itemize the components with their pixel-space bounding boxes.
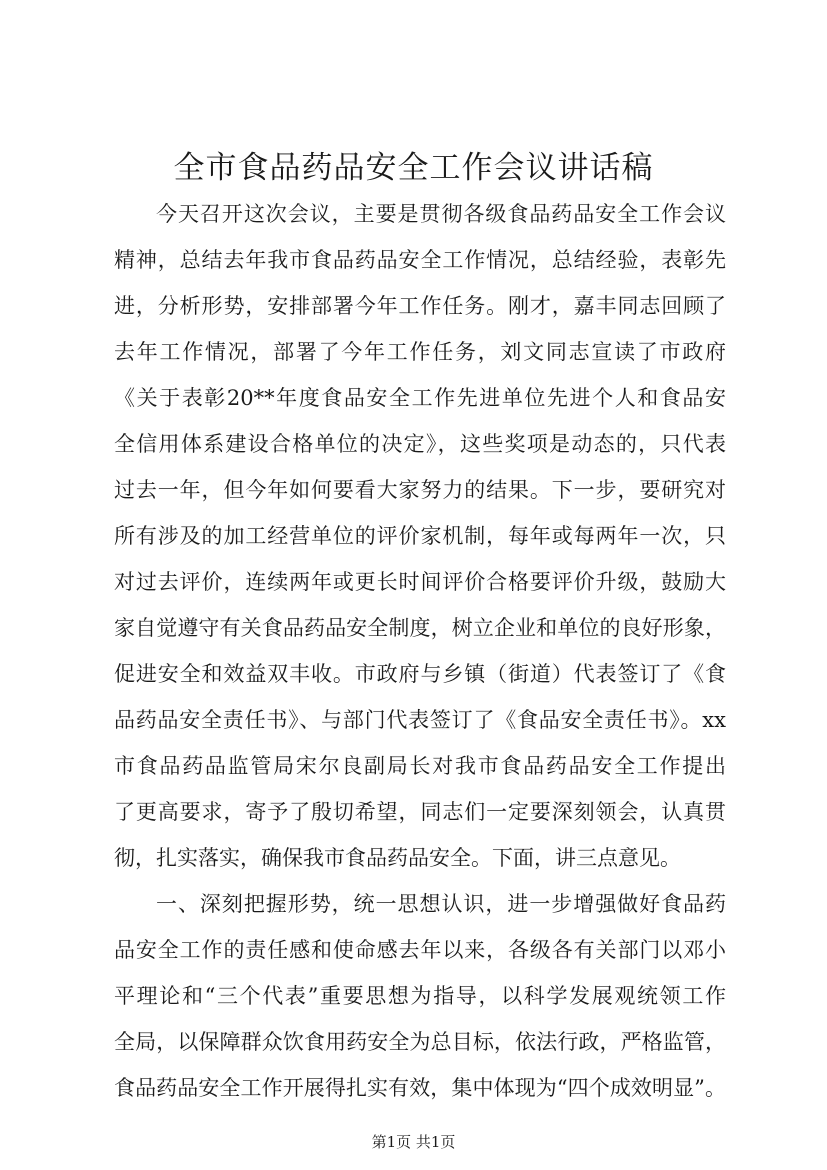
text-line: 食品药品安全工作开展得扎实有效，集中体现为“四个成效明显”。	[114, 1076, 726, 1100]
text-line: 去年工作情况，部署了今年工作任务，刘文同志宣读了市政府	[114, 340, 726, 364]
text-line: 对过去评价，连续两年或更长时间评价合格要评价升级，鼓励大	[114, 570, 726, 594]
text-line: 促进安全和效益双丰收。市政府与乡镇（街道）代表签订了《食	[114, 662, 726, 686]
text-line: 全局，以保障群众饮食用药安全为总目标，依法行政，严格监管，	[114, 1030, 726, 1054]
text-line: 一、深刻把握形势，统一思想认识，进一步增强做好食品药	[156, 892, 726, 916]
text-line: 全信用体系建设合格单位的决定》，这些奖项是动态的，只代表	[114, 432, 726, 456]
text-line: 品药品安全责任书》、与部门代表签订了《食品安全责任书》。xx	[114, 708, 726, 732]
text-line: 所有涉及的加工经营单位的评价家机制，每年或每两年一次，只	[114, 524, 726, 548]
page-footer: 第1页 共1页	[371, 1133, 456, 1151]
text-line: 进，分析形势，安排部署今年工作任务。刚才，嘉丰同志回顾了	[114, 294, 726, 318]
text-line: 市食品药品监管局宋尔良副局长对我市食品药品安全工作提出	[114, 754, 726, 778]
text-line: 彻，扎实落实，确保我市食品药品安全。下面，讲三点意见。	[114, 846, 681, 870]
text-line: 精神，总结去年我市食品药品安全工作情况，总结经验，表彰先	[114, 248, 726, 272]
text-line: 了更高要求，寄予了殷切希望，同志们一定要深刻领会，认真贯	[114, 800, 726, 824]
text-line: 过去一年，但今年如何要看大家努力的结果。下一步，要研究对	[114, 478, 726, 502]
text-line: 平理论和“三个代表”重要思想为指导，以科学发展观统领工作	[114, 984, 726, 1008]
page-title: 全市食品药品安全工作会议讲话稿	[173, 150, 654, 186]
text-line: 《关于表彰20**年度食品安全工作先进单位先进个人和食品安	[114, 386, 726, 410]
text-line: 今天召开这次会议，主要是贯彻各级食品药品安全工作会议	[156, 202, 726, 226]
text-line: 家自觉遵守有关食品药品安全制度，树立企业和单位的良好形象，	[114, 616, 726, 640]
text-line: 品安全工作的责任感和使命感去年以来，各级各有关部门以邓小	[114, 938, 726, 962]
